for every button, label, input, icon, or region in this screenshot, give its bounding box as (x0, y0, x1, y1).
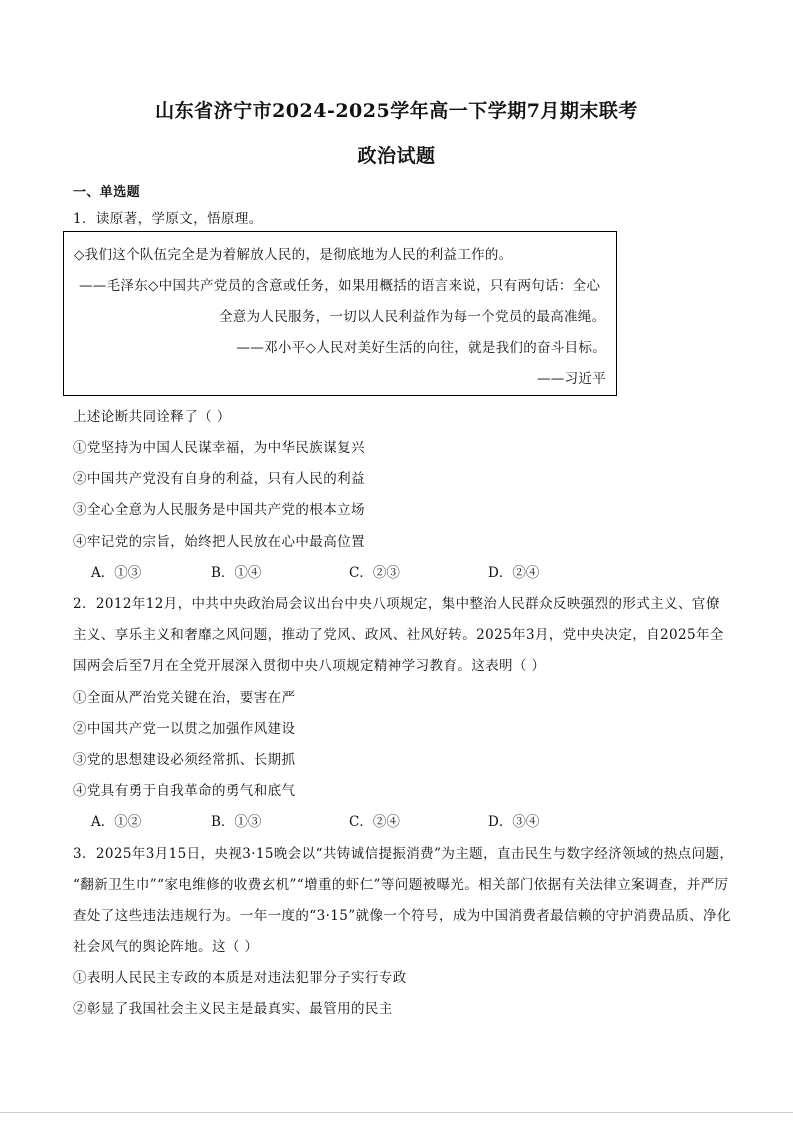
q3-stem-line-1: 3．2025年3月15日，央视3·15晚会以“共铸诚信提振消费”为主题，直击民生与数字经济领域的热点问题， (73, 846, 734, 862)
q3-stem-line-3: 查处了这些违法违规行为。一年一度的“3·15”就像一个符号，成为中国消费者最信赖的守护消费品质、净化 (73, 908, 731, 924)
q2-stem-line-2: 主义、享乐主义和奢靡之风问题，推动了党风、政风、社风好转。2025年3月，党中央决定，自2025年全 (73, 627, 724, 643)
q1-prompt: 上述论断共同诠释了（ ） (73, 409, 231, 425)
q2-statement-2: ②中国共产党一以贯之加强作风建设 (73, 721, 296, 737)
q3-statement-2: ②彰显了我国社会主义民主是最真实、最管用的民主 (73, 1001, 393, 1017)
q2-statement-3: ③党的思想建设必须经常抓、长期抓 (73, 752, 296, 768)
q1-quote-line-4: ——邓小平◇人民对美好生活的向往，就是我们的奋斗目标。 (236, 340, 606, 356)
q1-quote-line-1: ◇我们这个队伍完全是为着解放人民的，是彻底地为人民的利益工作的。 (74, 247, 513, 263)
q1-quote-line-3: 全意为人民服务，一切以人民利益作为每一个党员的最高准绳。 (219, 309, 606, 325)
section-heading: 一、单选题 (73, 185, 141, 200)
q3-statement-1: ①表明人民民主专政的本质是对违法犯罪分子实行专政 (73, 970, 407, 986)
q1-statement-2: ②中国共产党没有自身的利益，只有人民的利益 (73, 471, 365, 487)
exam-title: 山东省济宁市2024-2025学年高一下学期7月期末联考 (155, 100, 638, 122)
q1-option-a[interactable]: A．①③ (91, 565, 142, 581)
q1-statement-4: ④牢记党的宗旨，始终把人民放在心中最高位置 (73, 534, 365, 550)
q1-statement-3: ③全心全意为人民服务是中国共产党的根本立场 (73, 502, 365, 518)
exam-subject: 政治试题 (357, 145, 436, 167)
q2-statement-1: ①全面从严治党关键在治，要害在严 (73, 690, 296, 706)
page-bottom-divider (0, 1112, 793, 1113)
q1-statement-1: ①党坚持为中国人民谋幸福，为中华民族谋复兴 (73, 440, 365, 456)
q2-option-c[interactable]: C．②④ (349, 814, 400, 830)
q1-option-d[interactable]: D．②④ (488, 565, 540, 581)
q2-option-d[interactable]: D．③④ (488, 814, 540, 830)
q3-stem-line-2: “翻新卫生巾”“家电维修的收费玄机”“增重的虾仁”等问题被曝光。相关部门依据有关法律立案调查，并严厉 (73, 877, 729, 893)
q3-stem-line-4: 社会风气的舆论阵地。这（ ） (73, 939, 259, 955)
q1-quote-attribution: ——习近平 (537, 371, 606, 387)
q2-statement-4: ④党具有勇于自我革命的勇气和底气 (73, 783, 296, 799)
q1-option-b[interactable]: B．①④ (211, 565, 262, 581)
q1-option-c[interactable]: C．②③ (349, 565, 400, 581)
q2-stem-line-3: 国两会后至7月在全党开展深入贯彻中央八项规定精神学习教育。这表明（ ） (73, 658, 546, 674)
q1-quote-box (63, 231, 617, 396)
q1-quote-line-2: ——毛泽东◇中国共产党员的含意或任务，如果用概括的语言来说，只有两句话：全心 (79, 278, 601, 294)
q2-option-b[interactable]: B．①③ (211, 814, 262, 830)
q2-option-a[interactable]: A．①② (91, 814, 142, 830)
q1-stem: 1．读原著，学原文，悟原理。 (73, 211, 263, 227)
q2-stem-line-1: 2．2012年12月，中共中央政治局会议出台中央八项规定，集中整治人民群众反映强烈的形式主义、官僚 (73, 596, 720, 612)
